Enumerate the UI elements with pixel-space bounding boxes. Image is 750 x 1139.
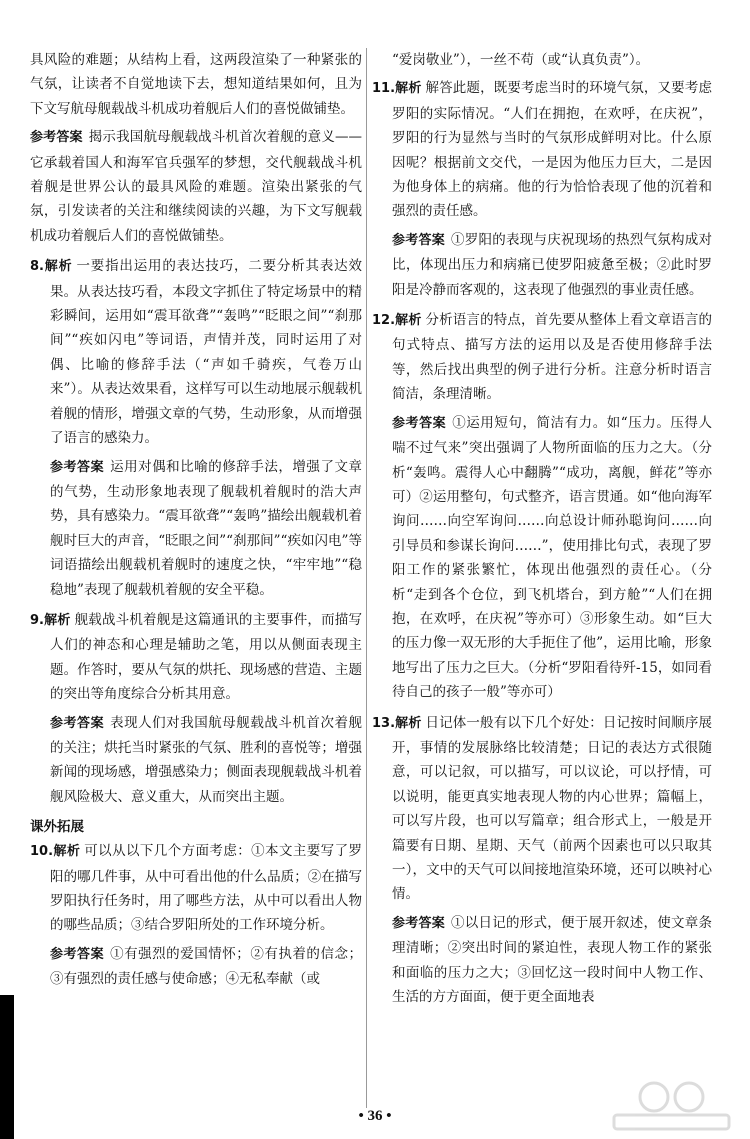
question-10-answer: [30, 942, 362, 992]
question-13-analysis: [372, 711, 712, 907]
answer-text: ①有强烈的爱国情怀；②有执着的信念；③有强烈的责任感与使命感；④无私奉献（或: [50, 945, 362, 988]
answer-text: 运用对偶和比喻的修辞手法，增强了文章的气势，生动形象地表现了舰载机着舰时的浩大声势，具有感染力。“震耳欲聋”“轰鸣”描绘出舰载机着舰时巨大的声音，“眨眼之间”“刹那间”“疾如闪电”等词语描绘出舰载机着舰时的速度之快，“牢牢地”“稳稳地”表现了舰载机着舰的安全平稳。: [50, 458, 362, 598]
intro-answer: [30, 125, 362, 248]
analysis-text: 日记体一般有以下几个好处：日记按时间顺序展开，事情的发展脉络比较清楚；日记的表达方式很随意，可以记叙，可以描写，可以议论，可以抒情，可以说明，能更真实地表现人物的内心世界；篇幅上，可以写片段，也可以写篇章；组合形式上，一般是开篇要有日期、星期、天气（前两个因素也可以只取其一），文中的天气可以间接地渲染环境，还可以映衬心情。: [392, 714, 712, 903]
answer-label: 参考答案: [50, 715, 105, 731]
answer-label: 参考答案: [50, 946, 105, 962]
intro-paragraph: [30, 48, 362, 121]
answer-text: 表现人们对我国航母舰载战斗机首次着舰的关注；烘托当时紧张的气氛、胜利的喜悦等；增强新闻的现场感，增强感染力；侧面表现舰载战斗机着舰风险极大、意义重大，从而突出主题。: [50, 714, 362, 805]
answer-label: 参考答案: [392, 232, 445, 248]
intro-text: 具风险的难题；从结构上看，这两段渲染了一种紧张的气氛，让读者不自觉地读下去，想知道结果如何，且为下文写航母舰载战斗机成功着舰后人们的喜悦做铺垫。: [30, 52, 362, 117]
analysis-text: 解答此题，既要考虑当时的环境气氛，又要考虑罗阳的实际情况。“人们在拥抱，在欢呼，在庆祝”，罗阳的行为显然与当时的气氛形成鲜明对比。什么原因呢？根据前文交代，一是因为他压力巨大，二是因为他身体上的病痛。他的行为恰恰表现了他的沉着和强烈的责任感。: [392, 80, 712, 220]
analysis-text: 一要指出运用的表达技巧，二要分析其表达效果。从表达技巧看，本段文字抓住了特定场景中的精彩瞬间，运用如“震耳欲聋”“轰鸣”“眨眼之间”“刹那间”“疾如闪电”等词语，声情并茂，同时运用了对偶、比喻的修辞手法（“声如千骑疾，气卷万山来”）。从表达效果看，这样写可以生动地展示舰载机着舰的情形，增强文章的气势，生动形象，从而增强了语言的感染力。: [50, 258, 362, 447]
question-13-answer: [372, 911, 712, 1010]
answer-label: 参考答案: [392, 415, 447, 431]
analysis-label: 解析: [43, 612, 71, 628]
question-9-answer: [30, 711, 362, 810]
analysis-text: 可以从以下几个方面考虑：①本文主要写了罗阳的哪几件事，从中可看出他的什么品质；②在描写罗阳执行任务时，用了哪些方法，从中可以看出人物的哪些品质；③结合罗阳所处的工作环境分析。: [50, 843, 362, 934]
question-8-analysis: [30, 254, 362, 450]
left-column: [30, 48, 362, 998]
question-9-analysis: [30, 608, 362, 707]
question-11-answer: [372, 228, 712, 302]
question-12-answer: [372, 411, 712, 705]
question-8-answer: [30, 455, 362, 602]
question-number: 11.: [372, 81, 396, 97]
answer-text: ①以日记的形式，便于展开叙述，使文章条理清晰；②突出时间的紧迫性，表现人物工作的紧张和面临的压力之大；③回忆这一段时间中人物工作、生活的方方面面，便于更全面地表: [392, 914, 712, 1006]
analysis-text: 舰载战斗机着舰是这篇通讯的主要事件，而描写人们的神态和心理是辅助之笔，用以从侧面表现主题。作答时，要从气氛的烘托、现场感的营造、主题的突出等角度综合分析其用意。: [50, 611, 362, 703]
answer-label: 参考答案: [30, 130, 83, 146]
answer-label: 参考答案: [392, 915, 445, 931]
column-divider: [366, 48, 367, 1108]
question-number: 9.: [30, 612, 44, 628]
answer-text: 揭示我国航母舰载战斗机首次着舰的意义——它承载着国人和海军官兵强军的梦想，交代舰载战斗机着舰是世界公认的最具风险的难题。渲染出紧张的气氛，引发读者的关注和继续阅读的兴趣，为下文写舰载机成功着舰后人们的喜悦做铺垫。: [30, 129, 362, 244]
answer-continuation: [372, 48, 712, 72]
question-11-analysis: [372, 76, 712, 223]
right-column: [372, 48, 712, 1015]
question-number: 10.: [30, 844, 54, 860]
answer-text: ①运用短句，简洁有力。如“压力。压得人喘不过气来”突出强调了人物所面临的压力之大。（分析“轰鸣。震得人心中翻腾”“成功，离舰，鲜花”等亦可）②运用整句，句式整齐，语言贯通。如“他向海军询问……向空军询问……向总设计师孙聪询问……向引导员和参谋长询问……”，使用排比句式，表现了罗阳工作的紧张繁忙，体现出他强烈的责任心。（分析“走到各个仓位，到飞机塔台，到方舱”“人们在拥抱，在欢呼，在庆祝”等亦可）③形象生动。如“巨大的压力像一双无形的大手扼住了他”，运用比喻，形象地写出了压力之巨大。（分析“罗阳看待歼-15，如同看待自己的孩子一般”等亦可）: [392, 414, 712, 701]
analysis-text: 分析语言的特点，首先要从整体上看文章语言的句式特点、描写方法的运用以及是否使用修辞手法等，然后找出典型的例子进行分析。注意分析时语言简洁，条理清晰。: [392, 312, 712, 403]
question-number: 12.: [372, 313, 396, 329]
question-10-analysis: [30, 839, 362, 938]
page-edge-shadow: [0, 995, 14, 1139]
watermark-logo-icon: [594, 1075, 744, 1133]
question-number: 13.: [372, 715, 396, 731]
analysis-label: 解析: [395, 715, 422, 731]
section-heading: 课外拓展: [30, 819, 84, 836]
answer-text: ①罗阳的表现与庆祝现场的热烈气氛构成对比，体现出压力和病痛已使罗阳疲惫至极；②此时罗阳是冷静而客观的，这表现了他强烈的事业责任感。: [392, 231, 712, 298]
analysis-label: 解析: [395, 313, 422, 329]
continuation-text: “爱岗敬业”），一丝不苟（或“认真负责”）。: [392, 52, 650, 68]
analysis-label: 解析: [395, 81, 422, 97]
question-12-analysis: [372, 308, 712, 407]
analysis-label: 解析: [53, 844, 81, 860]
answer-label: 参考答案: [50, 459, 105, 475]
analysis-label: 解析: [43, 259, 73, 275]
question-number: 8.: [30, 259, 44, 275]
page-number: • 36 •: [358, 1108, 392, 1124]
